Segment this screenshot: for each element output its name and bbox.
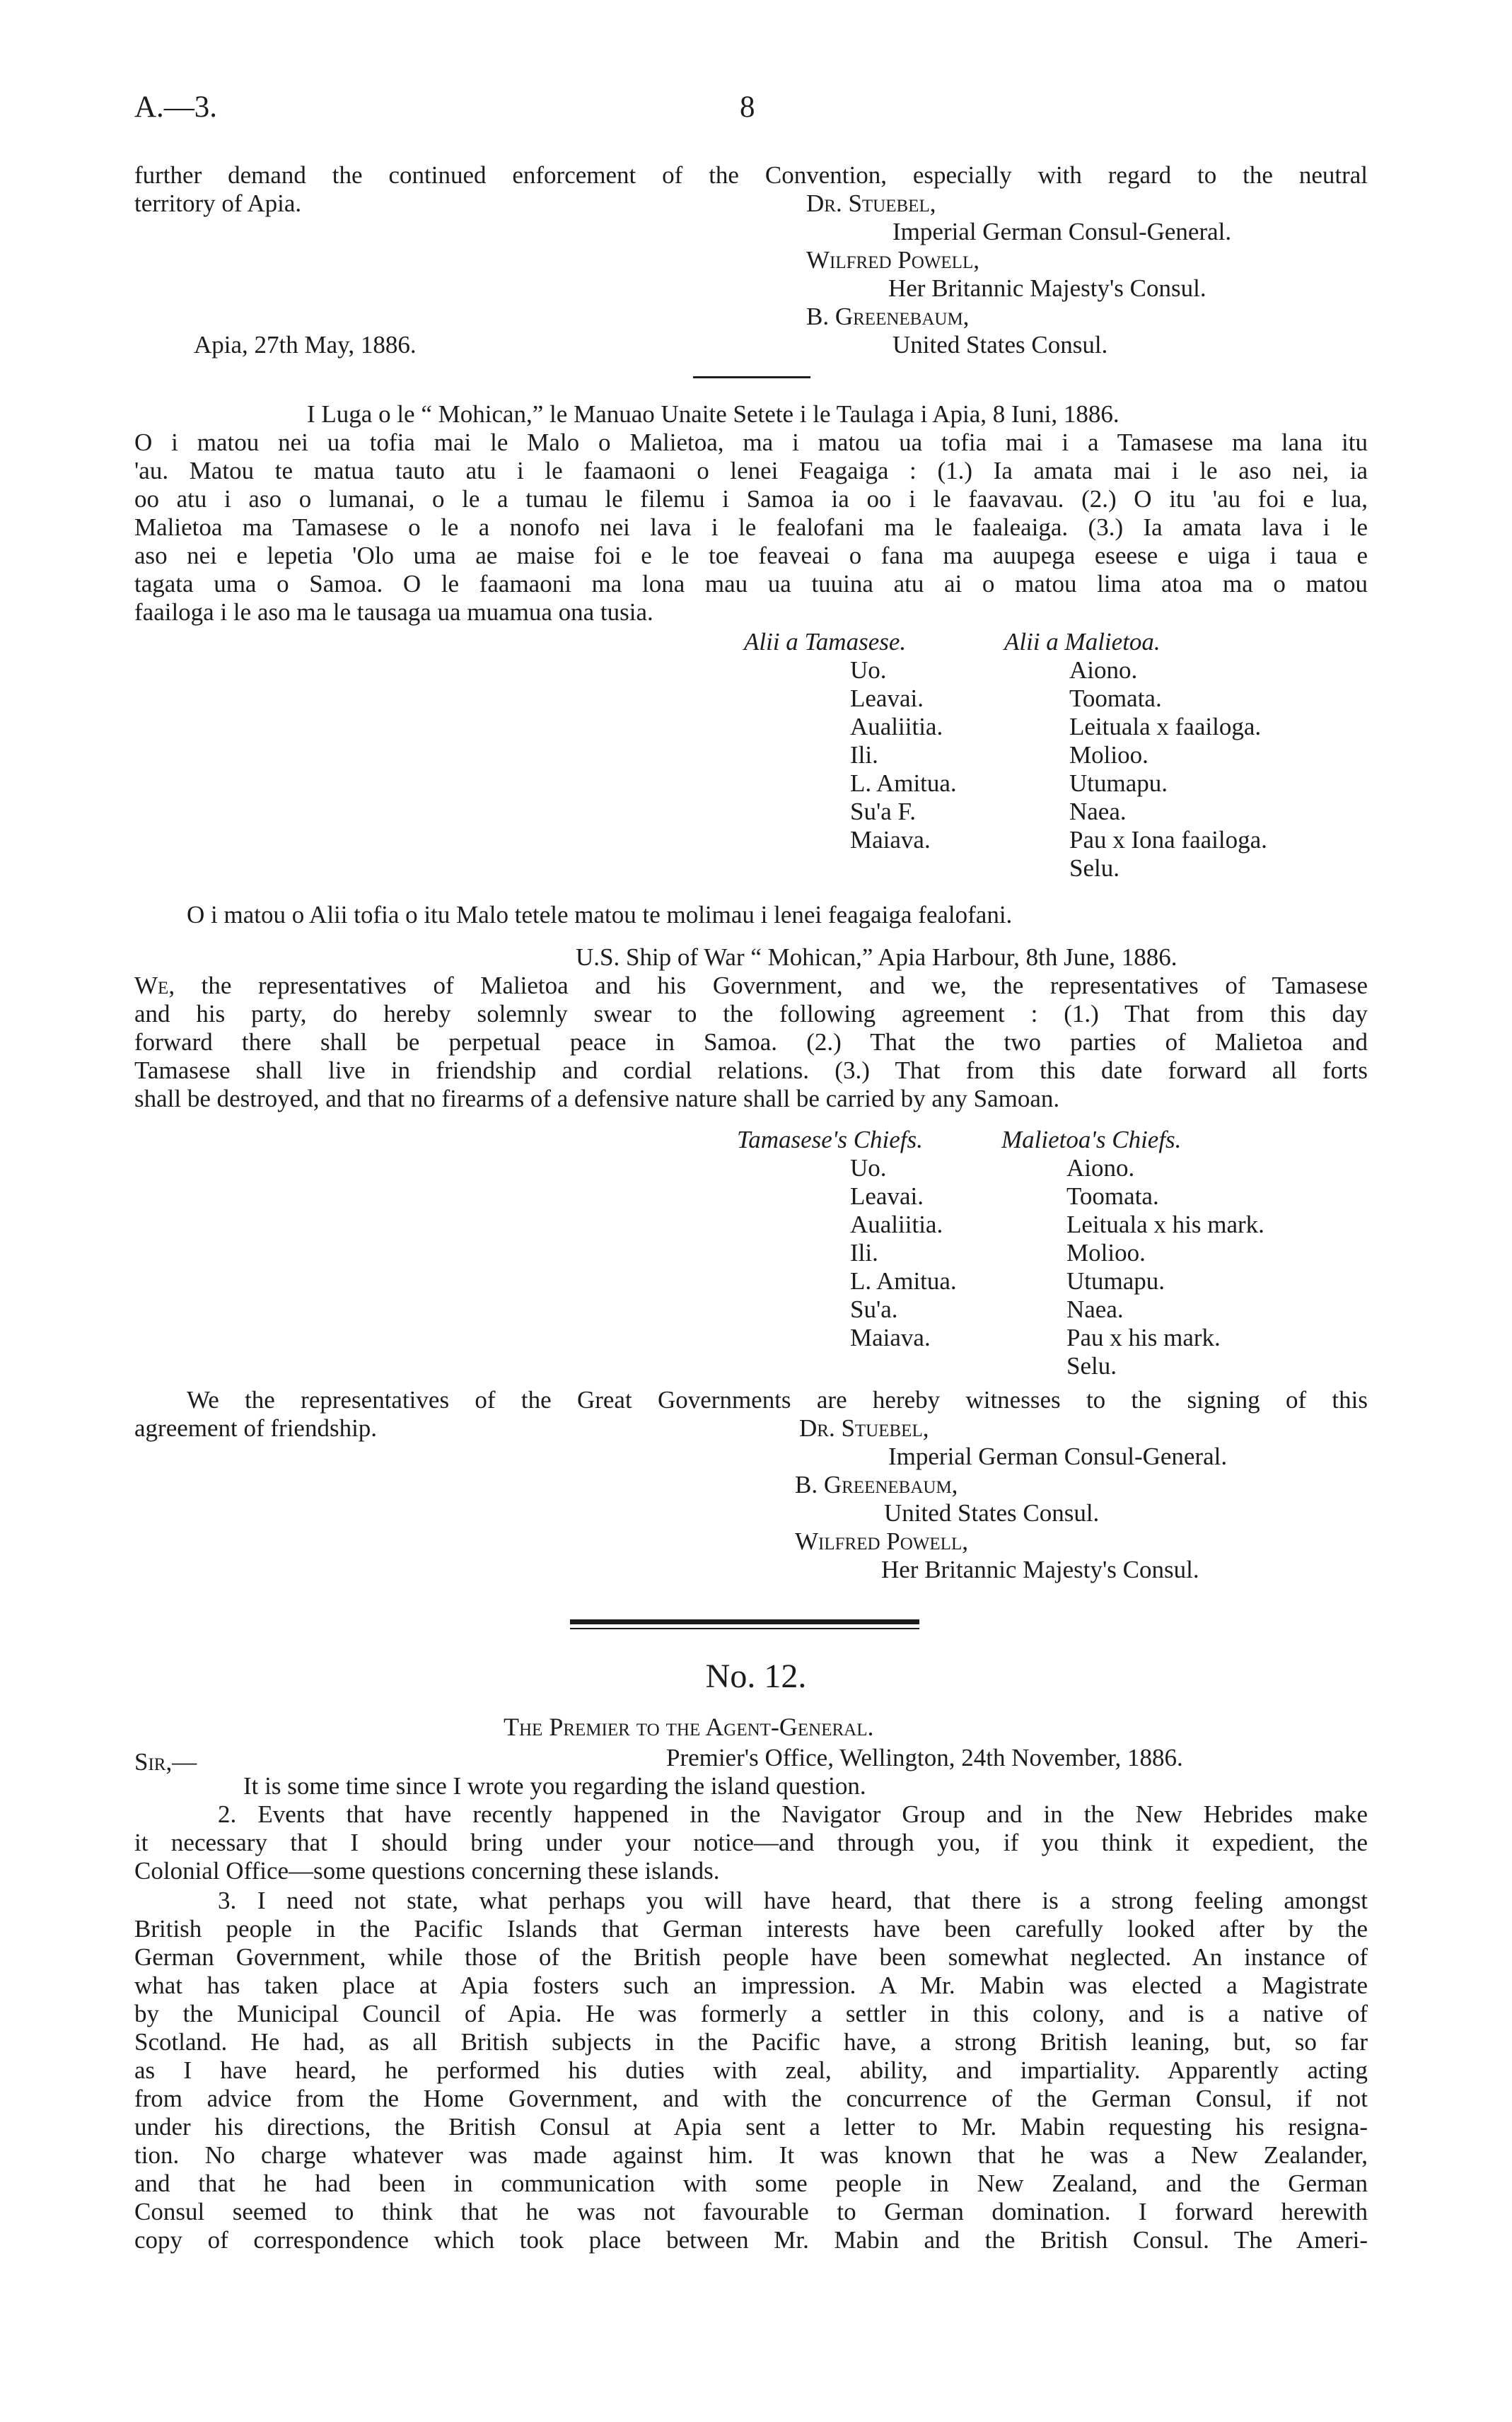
paragraph-line: British people in the Pacific Islands that German interests have been carefully looked after by the	[134, 1915, 1368, 1943]
paragraph-line: tion. No charge whatever was made against him. It was known that he was a New Zealander,	[134, 2141, 1368, 2169]
chief-name: Pau x Iona faailoga.	[1069, 826, 1267, 854]
paragraph-line: Scotland. He had, as all British subjects in the Pacific have, a strong British leaning, but, so far	[134, 2028, 1368, 2056]
letter-from-to	[504, 1713, 874, 1741]
witness-line: agreement of friendship.	[134, 1414, 378, 1442]
signatory-name: B. Greenebaum,	[806, 303, 970, 330]
samoan-heading: I Luga o le “ Mohican,” le Manuao Unaite Setete i le Taulaga i Apia, 8 Iuni, 1886.	[307, 400, 1120, 428]
samoan-line: faailoga i le aso ma le tausaga ua muamua ona tusia.	[134, 598, 653, 626]
english-line: and his party, do hereby solemnly swear to the following agreement : (1.) That from this day	[134, 1000, 1368, 1027]
chief-name: Uo.	[850, 1154, 887, 1182]
paragraph-line: from advice from the Home Government, and with the concurrence of the German Consul, if not	[134, 2085, 1368, 2112]
signatory-title: Imperial German Consul-General.	[888, 1443, 1228, 1470]
chief-name: Aiono.	[1066, 1154, 1135, 1182]
chief-name: Utumapu.	[1069, 769, 1168, 797]
dateline: Premier's Office, Wellington, 24th November, 1886.	[666, 1744, 1183, 1771]
chiefs-column-heading: Alii a Malietoa.	[1004, 628, 1161, 656]
letter-number: No. 12.	[705, 1658, 807, 1695]
signatory-name: Wilfred Powell,	[806, 246, 979, 274]
chiefs-column-heading: Alii a Tamasese.	[744, 628, 907, 656]
samoan-line: oo atu i aso o lumanai, o le a tumau le filemu i Samoa ia oo i le faavavau. (2.) O itu 'au foi e lua,	[134, 485, 1368, 513]
paragraph-line: and that he had been in communication with some people in New Zealand, and the German	[134, 2170, 1368, 2197]
chief-name: Naea.	[1069, 798, 1127, 825]
from-to-text: The Premier to the Agent-General.	[504, 1713, 874, 1741]
chief-name: Pau x his mark.	[1066, 1324, 1221, 1351]
chief-name: L. Amitua.	[850, 769, 957, 797]
chief-name: Aualiitia.	[850, 1211, 943, 1238]
paragraph-line: German Government, while those of the British people have been somewhat neglected. An instance of	[134, 1943, 1368, 1971]
paragraph-line: as I have heard, he performed his duties with zeal, ability, and impartiality. Apparently acting	[134, 2056, 1368, 2084]
chief-name: Su'a.	[850, 1296, 898, 1323]
section-rule	[570, 1619, 919, 1624]
signatory-title: United States Consul.	[884, 1499, 1100, 1527]
section-rule	[570, 1628, 919, 1629]
chief-name: Selu.	[1069, 854, 1120, 882]
chief-name: Naea.	[1066, 1296, 1124, 1323]
chief-name: Selu.	[1066, 1352, 1117, 1380]
signatory-title: Imperial German Consul-General.	[892, 218, 1232, 245]
paragraph-line: 2. Events that have recently happened in the Navigator Group and in the New Hebrides make	[218, 1800, 1368, 1828]
chief-name: Leituala x faailoga.	[1069, 713, 1262, 740]
paragraph-line: it necessary that I should bring under your notice—and through you, if you think it expedient, the	[134, 1829, 1368, 1856]
chief-name: Leavai.	[850, 685, 924, 712]
paragraph-line: Consul seemed to think that he was not favourable to German domination. I forward herewith	[134, 2198, 1368, 2225]
paragraph-line: what has taken place at Apia fosters such an impression. A Mr. Mabin was elected a Magistrate	[134, 1972, 1368, 1999]
chiefs-column-heading: Malietoa's Chiefs.	[1001, 1126, 1182, 1153]
chief-name: Ili.	[850, 1239, 878, 1267]
signatory-name: B. Greenebaum,	[795, 1471, 958, 1498]
signatory-title: Her Britannic Majesty's Consul.	[881, 1556, 1199, 1583]
chief-name: Leituala x his mark.	[1066, 1211, 1264, 1238]
document-reference: A.—3.	[134, 91, 218, 124]
chief-name: Molioo.	[1066, 1239, 1146, 1267]
paragraph-line: 3. I need not state, what perhaps you will have heard, that there is a strong feeling amongst	[218, 1887, 1368, 1914]
first-word: We	[134, 972, 169, 999]
paragraph-line: Colonial Office—some questions concerning these islands.	[134, 1857, 720, 1885]
english-line: shall be destroyed, and that no firearms of a defensive nature shall be carried by any Samoan.	[134, 1085, 1060, 1112]
samoan-line: Malietoa ma Tamasese o le a nonofo nei lava i le fealofani ma le faaleaiga. (3.) Ia amata lava i le	[134, 513, 1368, 541]
signatory-title: United States Consul.	[892, 331, 1108, 359]
signatory-name: Dr. Stuebel,	[799, 1414, 929, 1442]
chief-name: Ili.	[850, 741, 878, 769]
chief-name: Toomata.	[1069, 685, 1162, 712]
witness-line: We the representatives of the Great Governments are hereby witnesses to the signing of this	[187, 1386, 1368, 1414]
english-line	[134, 972, 1368, 1000]
samoan-closing: O i matou o Alii tofia o itu Malo tetele matou te molimau i lenei feagaiga fealofani.	[187, 901, 1013, 928]
chief-name: Utumapu.	[1066, 1267, 1165, 1295]
body-line: further demand the continued enforcement of the Convention, especially with regard to the neutral	[134, 161, 1368, 189]
signatory-name: Dr. Stuebel,	[806, 190, 936, 217]
chief-name: L. Amitua.	[850, 1267, 957, 1295]
samoan-line: 'au. Matou te matua tauto atu i le faamaoni o lenei Feagaiga : (1.) Ia amata mai i le aso nei, ia	[134, 457, 1368, 484]
samoan-line: aso nei e lepetia 'Olo uma ae maise foi e le toe feaveai o fana ma auupega eseese e uiga i taua e	[134, 542, 1368, 569]
chiefs-column-heading: Tamasese's Chiefs.	[737, 1126, 923, 1153]
chief-name: Molioo.	[1069, 741, 1148, 769]
paragraph-line: under his directions, the British Consul at Apia sent a letter to Mr. Mabin requesting his resigna-	[134, 2113, 1368, 2141]
body-line: territory of Apia.	[134, 190, 302, 217]
chief-name: Aiono.	[1069, 656, 1138, 684]
samoan-line: tagata uma o Samoa. O le faamaoni ma lona mau ua tuuina atu ai o matou lima atoa ma o matou	[134, 570, 1368, 598]
chief-name: Toomata.	[1066, 1182, 1159, 1210]
paragraph-line: copy of correspondence which took place between Mr. Mabin and the British Consul. The Ameri-	[134, 2226, 1368, 2254]
first-line-rest: , the representatives of Malietoa and his Government, and we, the representatives of Tamasese	[168, 972, 1368, 999]
chief-name: Aualiitia.	[850, 713, 943, 740]
paragraph-line: It is some time since I wrote you regarding the island question.	[243, 1772, 866, 1800]
paragraph-line: by the Municipal Council of Apia. He was formerly a settler in this colony, and is a native of	[134, 2000, 1368, 2027]
place-date: Apia, 27th May, 1886.	[194, 331, 417, 359]
chief-name: Uo.	[850, 656, 887, 684]
signatory-name: Wilfred Powell,	[795, 1527, 968, 1555]
salutation: Sir,—	[134, 1748, 197, 1776]
english-line: forward there shall be perpetual peace in Samoa. (2.) That the two parties of Malietoa and	[134, 1028, 1368, 1056]
signatory-title: Her Britannic Majesty's Consul.	[888, 274, 1206, 302]
chief-name: Leavai.	[850, 1182, 924, 1210]
english-heading: U.S. Ship of War “ Mohican,” Apia Harbour, 8th June, 1886.	[576, 943, 1177, 971]
chief-name: Maiava.	[850, 1324, 931, 1351]
english-line: Tamasese shall live in friendship and cordial relations. (3.) That from this date forward all forts	[134, 1056, 1368, 1084]
chief-name: Maiava.	[850, 826, 931, 854]
samoan-line: O i matou nei ua tofia mai le Malo o Malietoa, ma i matou ua tofia mai i a Tamasese ma lana itu	[134, 429, 1368, 456]
chief-name: Su'a F.	[850, 798, 916, 825]
section-divider	[693, 376, 810, 378]
page-number: 8	[740, 91, 755, 124]
